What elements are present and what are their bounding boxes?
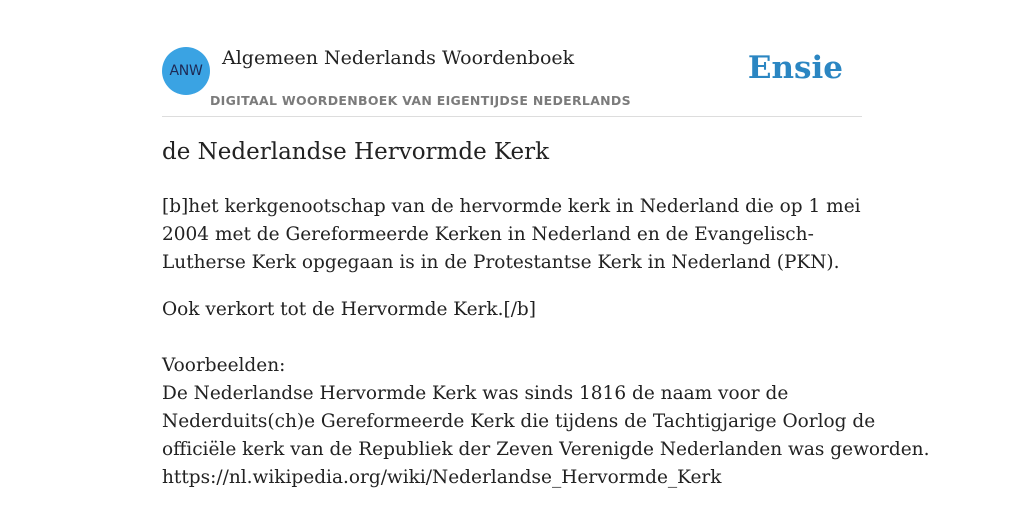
examples-block: [162, 380, 930, 492]
entry-note: Ook verkort tot de Hervormde Kerk.[/b]: [162, 299, 536, 320]
entry-definition: [b]het kerkgenootschap van de hervormde kerk in Nederland die op 1 mei 2004 met de Gereformeerde Kerken in Nederland en de Evangelisch-Lutherse Kerk opgegaan is in de Protestantse Kerk in Nederland (PKN).: [162, 196, 861, 273]
site-title[interactable]: Algemeen Nederlands Woordenboek: [222, 47, 575, 69]
example-line: Nederduits(ch)e Gereformeerde Kerk die tijdens de Tachtigjarige Oorlog de: [162, 411, 876, 432]
examples-label: Voorbeelden:: [162, 355, 286, 376]
source-url: https://nl.wikipedia.org/wiki/Nederlandse_Hervormde_Kerk: [162, 467, 722, 488]
example-line: officiële kerk van de Republiek der Zeven Verenigde Nederlanden was geworden.: [162, 439, 930, 460]
entry-content: [162, 193, 930, 492]
logo-text: ANW: [169, 63, 203, 79]
anw-logo[interactable]: [162, 47, 210, 95]
example-line: De Nederlandse Hervormde Kerk was sinds 1816 de naam voor de: [162, 383, 789, 404]
site-header: [162, 0, 862, 117]
site-subtitle: DIGITAAL WOORDENBOEK VAN EIGENTIJDSE NEDERLANDS: [210, 93, 631, 108]
entry-headword: de Nederlandse Hervormde Kerk: [162, 139, 550, 165]
ensie-brand-logo[interactable]: Ensie: [747, 50, 843, 86]
